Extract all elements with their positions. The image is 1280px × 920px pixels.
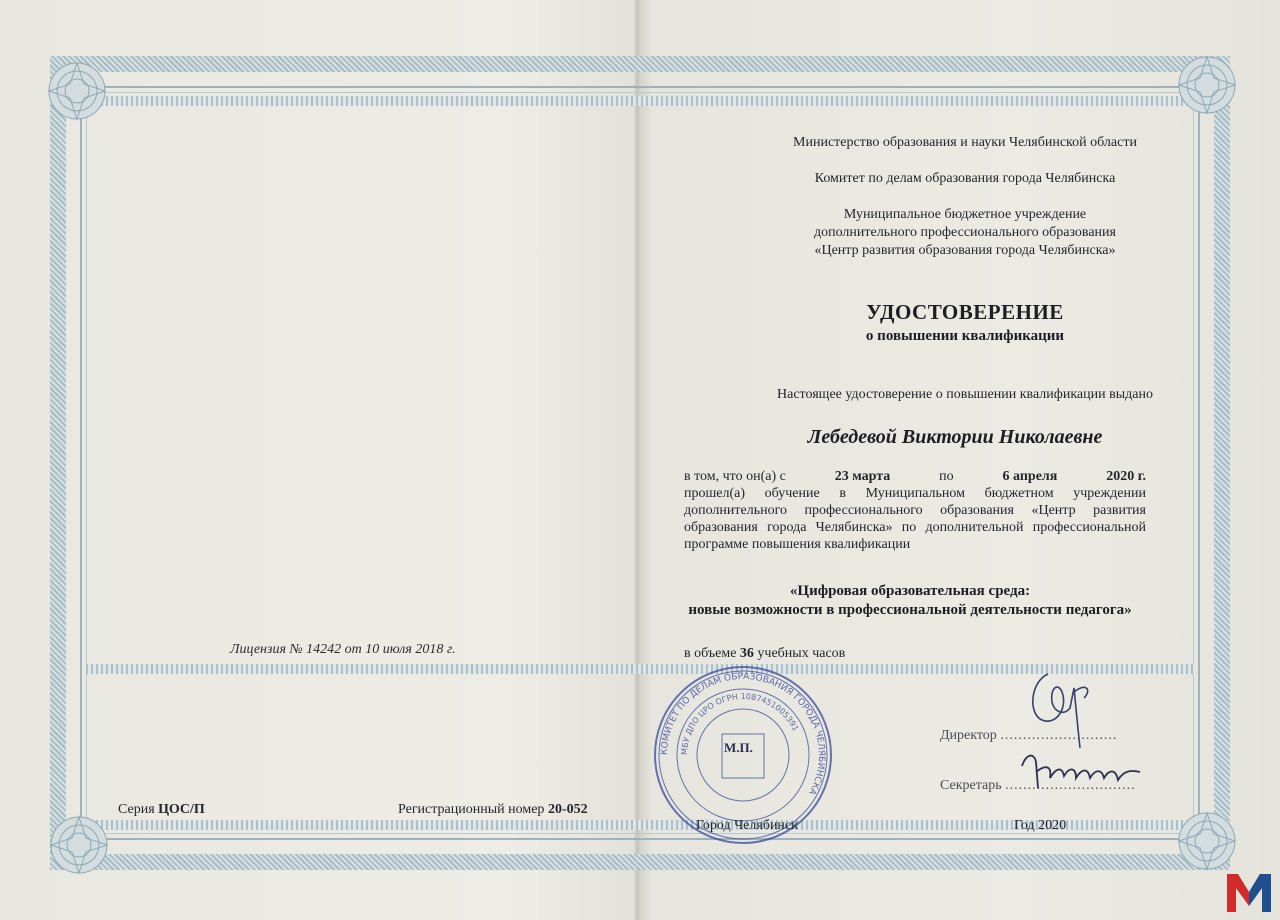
year-bold: 2020 г.: [1106, 469, 1146, 484]
hours-prefix: в объеме: [684, 646, 737, 661]
top-band: [86, 96, 1194, 106]
series-line: [118, 802, 205, 818]
date-from: 23 марта: [834, 469, 891, 484]
stamp-inner-text: МБУ ДПО ЦРО ОГРН 1087451005391: [679, 691, 801, 756]
series-value: ЦОС/П: [158, 802, 205, 817]
date-to: 6 апреля: [1002, 469, 1058, 484]
stamp-outer-text: КОМИТЕТ ПО ДЕЛАМ ОБРАЗОВАНИЯ ГОРОДА ЧЕЛЯБИНСКА: [659, 671, 827, 797]
director-dots: ..........................: [1000, 728, 1118, 743]
reg-value: 20-052: [547, 802, 588, 817]
director-label: Директор: [940, 728, 997, 743]
institution-line-2: дополнительного профессионального образования: [814, 225, 1116, 240]
course-period: [684, 468, 1146, 553]
secretary-signature: [1016, 748, 1146, 798]
registration-line: [398, 802, 588, 818]
ministry-name: Министерство образования и науки Челябинской области: [793, 135, 1137, 150]
year-label: Год 2020: [1014, 818, 1067, 833]
institution-line-1: Муниципальное бюджетное учреждение: [843, 207, 1087, 222]
license-line: Лицензия № 14242 от 10 июля 2018 г.: [230, 642, 456, 657]
institution-line-3: «Центр развития образования города Челябинска»: [814, 243, 1116, 258]
secretary-label: Секретарь: [940, 778, 1002, 793]
director-signature: [1020, 668, 1116, 752]
hours-suffix: учебных часов: [757, 646, 846, 661]
rosette-icon: [1172, 806, 1242, 876]
hours-line: [684, 646, 845, 662]
rosette-icon: [42, 56, 112, 126]
hours-value: 36: [739, 646, 754, 661]
text-prefix: в том, что он(а) с: [684, 469, 786, 484]
course-body: прошел(а) обучение в Муниципальном бюджетном учреждении дополнительного профессионального образования «Центр развития образования города Челябинска» по дополнительной профессиональной программе повышения квалификации: [684, 486, 1146, 552]
rosette-icon: [44, 810, 114, 880]
reg-label: Регистрационный номер: [398, 802, 545, 817]
m-logo-icon: [1224, 868, 1274, 914]
rosette-icon: [1172, 50, 1242, 120]
city-label: Город Челябинск: [696, 818, 798, 833]
secretary-dots: .............................: [1005, 778, 1136, 793]
mp-label: М.П.: [724, 740, 753, 755]
issued-to-line: Настоящее удостоверение о повышении квалификации выдано: [777, 387, 1153, 402]
recipient-name: Лебедевой Виктории Николаевне: [807, 426, 1103, 448]
program-line-2: новые возможности в профессиональной деятельности педагога»: [688, 602, 1132, 618]
committee-name: Комитет по делам образования города Челябинска: [814, 171, 1116, 186]
program-line-1: «Цифровая образовательная среда:: [789, 583, 1031, 599]
series-label: Серия: [118, 802, 155, 817]
certificate-subtitle: о повышении квалификации: [865, 328, 1065, 344]
text-to: по: [939, 469, 954, 484]
certificate-title: УДОСТОВЕРЕНИЕ: [866, 300, 1064, 324]
